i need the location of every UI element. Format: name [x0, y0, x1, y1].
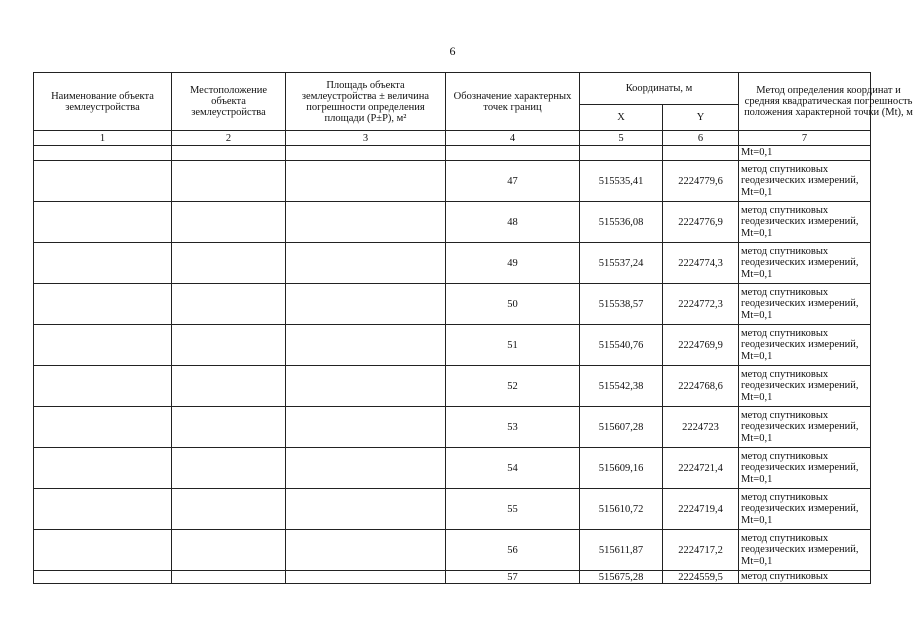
table-row — [34, 202, 871, 243]
method-cell: метод спутниковых геодезических измерений, Mt=0,1 — [739, 202, 871, 243]
header-row-1 — [34, 73, 871, 105]
y-coordinate-cell: 2224717,2 — [663, 530, 739, 571]
point-number-cell: 47 — [446, 161, 580, 202]
location-cell — [172, 202, 286, 243]
point-number-cell: 51 — [446, 325, 580, 366]
location-cell — [172, 489, 286, 530]
method-cell: метод спутниковых геодезических измерений, Mt=0,1 — [739, 448, 871, 489]
object-name-cell — [34, 284, 172, 325]
y-coordinate-cell: 2224723 — [663, 407, 739, 448]
x-coordinate-cell: 515535,41 — [580, 161, 663, 202]
x-coordinate-cell: 515538,57 — [580, 284, 663, 325]
area-cell — [286, 489, 446, 530]
header-coordinates: Координаты, м — [580, 73, 739, 105]
point-number-cell: 54 — [446, 448, 580, 489]
object-name-cell — [34, 407, 172, 448]
location-cell — [172, 407, 286, 448]
table-row — [34, 571, 871, 584]
method-cell: метод спутниковых — [739, 571, 871, 584]
method-cell: метод спутниковых геодезических измерений, Mt=0,1 — [739, 161, 871, 202]
method-cell: метод спутниковых геодезических измерений, Mt=0,1 — [739, 489, 871, 530]
area-cell — [286, 202, 446, 243]
y-coordinate-cell: 2224772,3 — [663, 284, 739, 325]
area-cell — [286, 161, 446, 202]
x-coordinate-cell: 515607,28 — [580, 407, 663, 448]
x-coordinate-cell: 515540,76 — [580, 325, 663, 366]
header-area: Площадь объекта землеустройства ± величина погрешности определения площади (P±P), м² — [286, 73, 446, 131]
location-cell — [172, 161, 286, 202]
page-number: 6 — [449, 44, 456, 58]
area-cell — [286, 243, 446, 284]
location-cell — [172, 571, 286, 584]
table-row — [34, 161, 871, 202]
point-number-cell: 48 — [446, 202, 580, 243]
point-number-cell: 52 — [446, 366, 580, 407]
point-number-cell: 56 — [446, 530, 580, 571]
object-name-cell — [34, 448, 172, 489]
point-number-cell: 57 — [446, 571, 580, 584]
column-number-6: 6 — [663, 131, 739, 146]
table-row — [34, 325, 871, 366]
header-x: X — [580, 105, 663, 131]
area-cell — [286, 530, 446, 571]
table-row — [34, 407, 871, 448]
y-coordinate-cell: 2224769,9 — [663, 325, 739, 366]
area-cell — [286, 407, 446, 448]
x-coordinate-cell: 515536,08 — [580, 202, 663, 243]
object-name-cell — [34, 202, 172, 243]
y-coordinate-cell: 2224776,9 — [663, 202, 739, 243]
location-cell — [172, 366, 286, 407]
table-row — [34, 284, 871, 325]
x-coordinate-cell: 515609,16 — [580, 448, 663, 489]
y-coordinate-cell: 2224559,5 — [663, 571, 739, 584]
y-coordinate-cell: 2224779,6 — [663, 161, 739, 202]
x-coordinate-cell: 515611,87 — [580, 530, 663, 571]
method-cell: метод спутниковых геодезических измерений, Mt=0,1 — [739, 366, 871, 407]
location-cell — [172, 243, 286, 284]
location-cell — [172, 530, 286, 571]
column-number-2: 2 — [172, 131, 286, 146]
table-row — [34, 243, 871, 284]
table-row — [34, 448, 871, 489]
column-number-1: 1 — [34, 131, 172, 146]
table-row — [34, 530, 871, 571]
continuation-method: Mt=0,1 — [739, 146, 871, 161]
point-number-cell: 53 — [446, 407, 580, 448]
y-coordinate-cell: 2224774,3 — [663, 243, 739, 284]
y-coordinate-cell: 2224768,6 — [663, 366, 739, 407]
location-cell — [172, 284, 286, 325]
object-name-cell — [34, 325, 172, 366]
x-coordinate-cell: 515675,28 — [580, 571, 663, 584]
area-cell — [286, 284, 446, 325]
x-coordinate-cell: 515610,72 — [580, 489, 663, 530]
column-number-4: 4 — [446, 131, 580, 146]
object-name-cell — [34, 161, 172, 202]
object-name-cell — [34, 530, 172, 571]
area-cell — [286, 571, 446, 584]
x-coordinate-cell: 515542,38 — [580, 366, 663, 407]
coordinates-table — [33, 72, 913, 584]
area-cell — [286, 325, 446, 366]
header-point-designation: Обозначение характерных точек границ — [446, 73, 580, 131]
header-method-text: Метод определения координат и средняя квадратическая погрешность положения характерной точки (Mt), м — [744, 85, 913, 118]
object-name-cell — [34, 571, 172, 584]
point-number-cell: 55 — [446, 489, 580, 530]
method-cell: метод спутниковых геодезических измерений, Mt=0,1 — [739, 530, 871, 571]
column-numbers-row — [34, 131, 871, 146]
area-cell — [286, 448, 446, 489]
column-number-5: 5 — [580, 131, 663, 146]
y-coordinate-cell: 2224721,4 — [663, 448, 739, 489]
column-number-3: 3 — [286, 131, 446, 146]
location-cell — [172, 448, 286, 489]
method-cell: метод спутниковых геодезических измерений, Mt=0,1 — [739, 325, 871, 366]
point-number-cell: 50 — [446, 284, 580, 325]
table-row — [34, 489, 871, 530]
point-number-cell: 49 — [446, 243, 580, 284]
column-number-7: 7 — [739, 131, 871, 146]
header-object-name: Наименование объекта землеустройства — [34, 73, 172, 131]
method-cell: метод спутниковых геодезических измерений, Mt=0,1 — [739, 284, 871, 325]
table-row — [34, 366, 871, 407]
method-cell: метод спутниковых геодезических измерений, Mt=0,1 — [739, 407, 871, 448]
x-coordinate-cell: 515537,24 — [580, 243, 663, 284]
object-name-cell — [34, 489, 172, 530]
continuation-row — [34, 146, 871, 161]
header-y: Y — [663, 105, 739, 131]
y-coordinate-cell: 2224719,4 — [663, 489, 739, 530]
location-cell — [172, 325, 286, 366]
object-name-cell — [34, 243, 172, 284]
area-cell — [286, 366, 446, 407]
header-method — [739, 73, 913, 131]
object-name-cell — [34, 366, 172, 407]
method-cell: метод спутниковых геодезических измерений, Mt=0,1 — [739, 243, 871, 284]
header-location: Местоположение объекта землеустройства — [172, 73, 286, 131]
